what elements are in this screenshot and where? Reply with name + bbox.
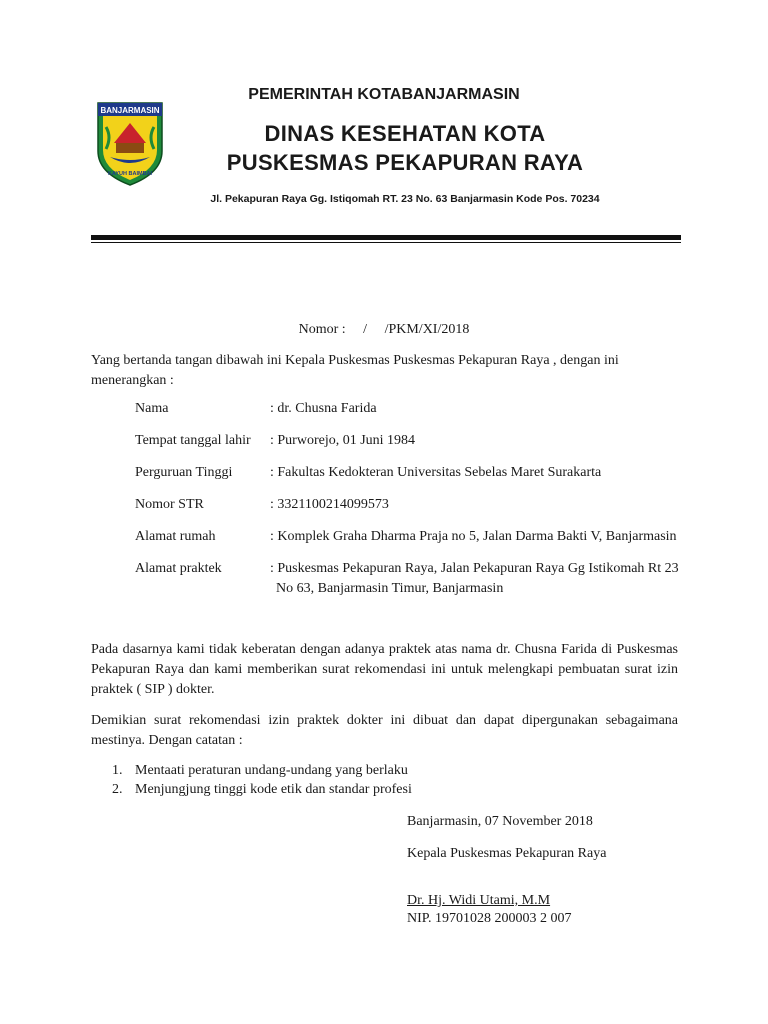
office-address: Jl. Pekapuran Raya Gg. Istiqomah RT. 23 No. 63 Banjarmasin Kode Pos. 70234 bbox=[210, 193, 600, 205]
note-text: Menjungjung tinggi kode etik dan standar profesi bbox=[135, 782, 412, 797]
note-text: Mentaati peraturan undang-undang yang berlaku bbox=[135, 763, 408, 778]
letter-number: Nomor : / /PKM/XI/2018 bbox=[298, 322, 470, 337]
field-value: : Puskesmas Pekapuran Raya, Jalan Pekapuran Raya Gg Istikomah Rt 23 bbox=[270, 561, 679, 576]
header-rule-thin bbox=[91, 242, 681, 243]
department-title-line2: PUSKESMAS PEKAPURAN RAYA bbox=[226, 150, 584, 175]
field-value: : Fakultas Kedokteran Universitas Sebelas Maret Surakarta bbox=[270, 465, 602, 480]
field-label: Nomor STR bbox=[135, 497, 204, 512]
intro-text: Yang bertanda tangan dibawah ini Kepala Puskesmas Puskesmas Pekapuran Raya , dengan ini menerangkan : bbox=[91, 353, 619, 388]
field-label: Alamat praktek bbox=[135, 561, 222, 576]
department-title-line1: DINAS KESEHATAN KOTA bbox=[264, 121, 546, 146]
note-number: 2. bbox=[112, 782, 123, 797]
logo-text-top: BANJARMASIN bbox=[100, 106, 160, 115]
field-value: : dr. Chusna Farida bbox=[270, 401, 377, 416]
field-label: Alamat rumah bbox=[135, 529, 216, 544]
field-label: Perguruan Tinggi bbox=[135, 465, 233, 480]
field-label: Nama bbox=[135, 401, 169, 416]
field-value: : 3321100214099573 bbox=[270, 497, 389, 512]
field-value-continued: No 63, Banjarmasin Timur, Banjarmasin bbox=[276, 581, 504, 596]
field-label: Tempat tanggal lahir bbox=[135, 433, 251, 448]
government-title: PEMERINTAH KOTABANJARMASIN bbox=[248, 86, 520, 103]
signatory-nip: NIP. 19701028 200003 2 007 bbox=[407, 911, 572, 926]
signature-place-date: Banjarmasin, 07 November 2018 bbox=[407, 814, 593, 829]
field-value: : Purworejo, 01 Juni 1984 bbox=[270, 433, 416, 448]
header-rule-thick bbox=[91, 235, 681, 240]
paragraph-statement: Pada dasarnya kami tidak keberatan dengan adanya praktek atas nama dr. Chusna Farida di Puskesmas Pekapuran Raya dan kami memberikan surat rekomendasi ini untuk melengkapi pembuatan surat izin praktek ( SIP ) dokter. bbox=[91, 642, 678, 697]
signatory-name: Dr. Hj. Widi Utami, M.M bbox=[407, 893, 551, 908]
field-value: : Komplek Graha Dharma Praja no 5, Jalan Darma Bakti V, Banjarmasin bbox=[270, 529, 677, 544]
note-number: 1. bbox=[112, 763, 123, 778]
logo-text-bottom: KAYUH BAIMBAI bbox=[107, 171, 153, 177]
paragraph-closing: Demikian surat rekomendasi izin praktek dokter ini dibuat dan dapat dipergunakan sebagaimana mestinya. Dengan catatan : bbox=[91, 713, 678, 748]
signature-title: Kepala Puskesmas Pekapuran Raya bbox=[407, 846, 607, 861]
